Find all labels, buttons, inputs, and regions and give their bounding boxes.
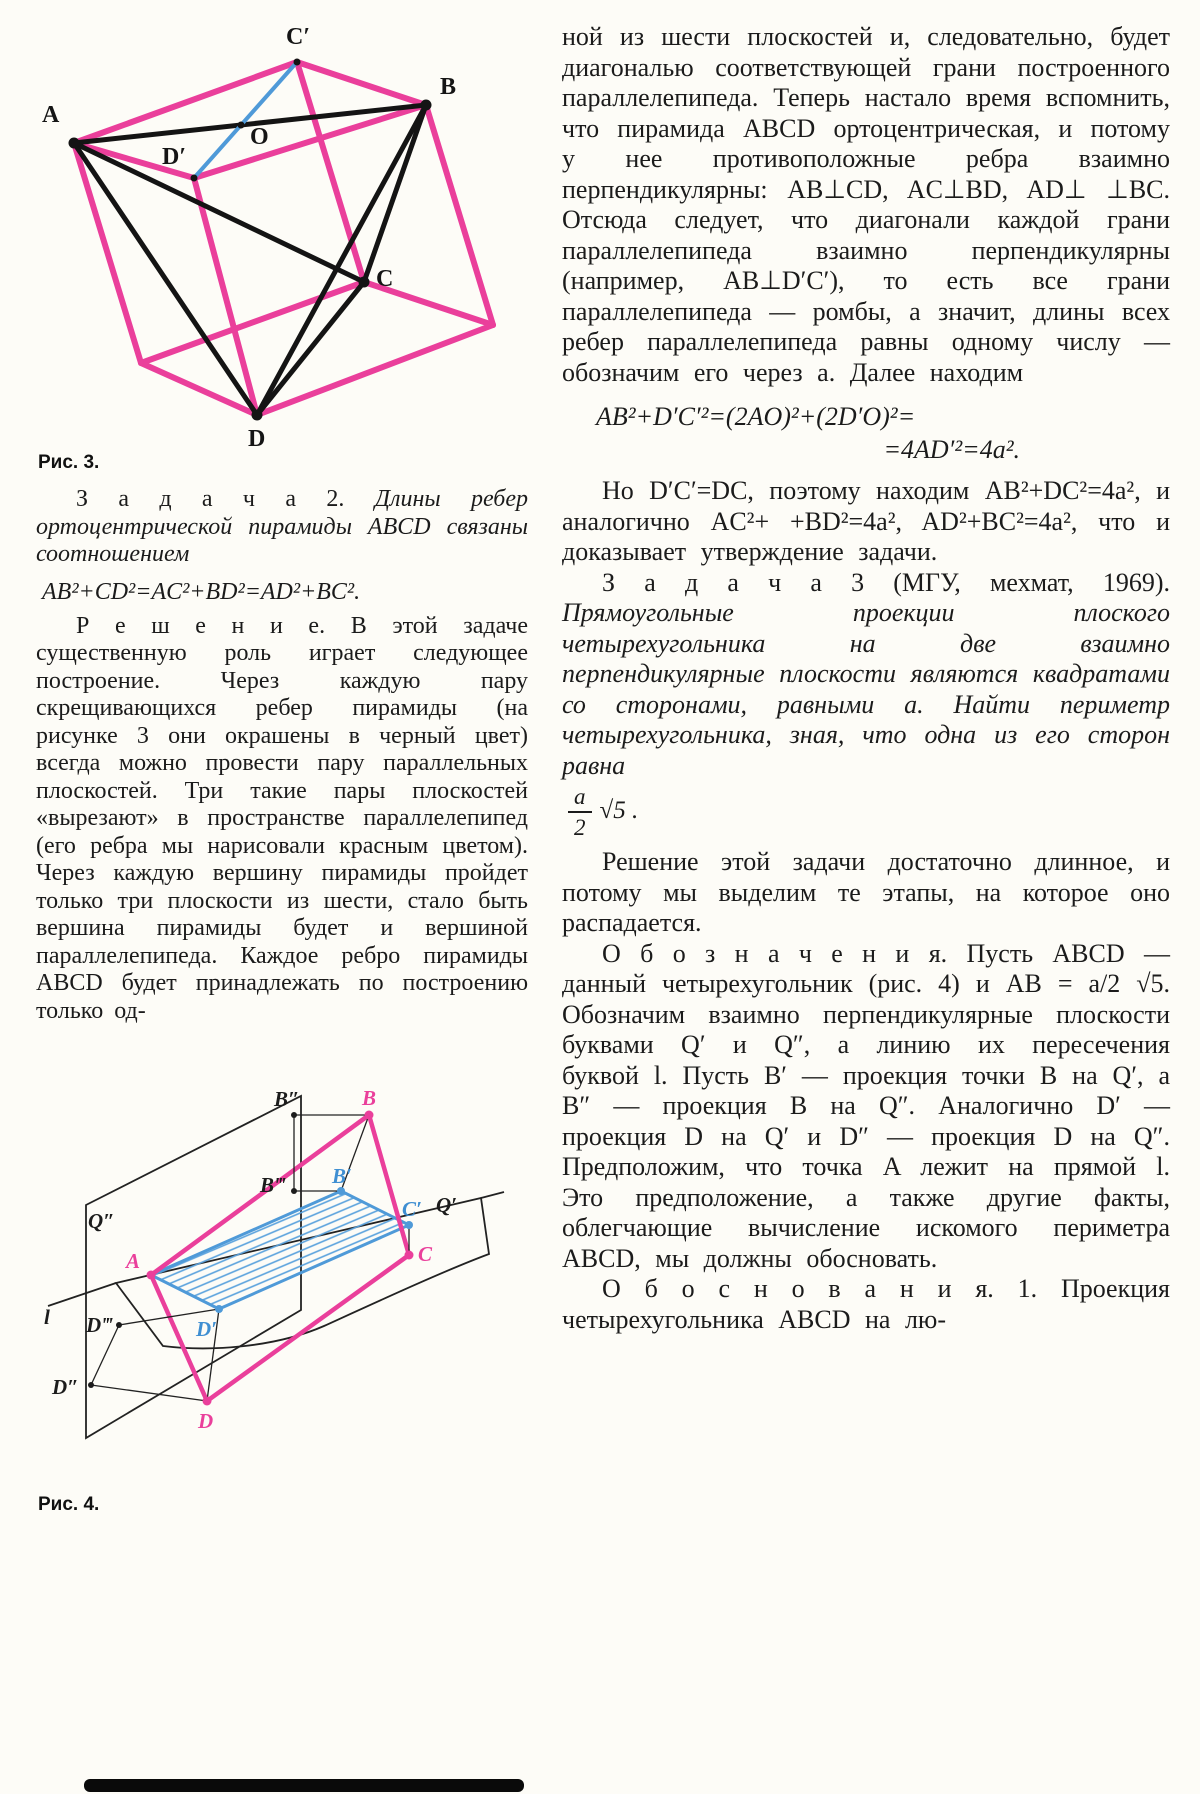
- figure-4-projections: [36, 1078, 528, 1478]
- figure-3-caption: Рис. 3.: [38, 452, 100, 473]
- fig4-projection-parallelogram: [151, 1191, 409, 1309]
- solution-lead: Р е ш е н и е.: [76, 612, 326, 639]
- paragraph-notation: [562, 939, 1170, 1275]
- scan-artifact-bar: [84, 1779, 524, 1792]
- task3-fraction: [562, 785, 1170, 839]
- display-formula-line1: AB²+D′C′²=(2AO)²+(2D′O)²=: [596, 402, 916, 431]
- task2-formula: AB²+CD²=AC²+BD²=AD²+BC².: [42, 578, 361, 605]
- task3-paragraph: [562, 568, 1170, 782]
- paragraph-continuation: ной из шести плоскостей и, следовательно, будет диагональю соответствующей грани построенного параллелепипеда. Теперь настало время вспомнить, что пирамида ABCD ортоцентрическая, и потому у нее противоположные ребра взаимно перпендикулярны: AB⊥CD, AC⊥BD, AD⊥ ⊥BC. Отсюда следует, что диагонали каждой грани параллелепипеда взаимно перпендикулярны (например, AB⊥D′C′), то есть все грани параллелепипеда — ромбы, а значит, длины всех ребер параллелепипеда равны одному числу — обозначим его через a. Далее находим: [562, 22, 1170, 387]
- paragraph-conclusion: Но D′C′=DC, поэтому находим AB²+DC²=4a², и аналогично AC²+ +BD²=4a², AD²+BC²=4a², что и доказывает утверждение задачи.: [562, 476, 1170, 566]
- fig3-label-o: O: [250, 124, 269, 150]
- task3-statement: Прямоугольные проекции плоского четырехугольника на две взаимно перпендикулярные плоскости являются квадратами со сторонами, равными a. Найти периметр четырехугольника, зная, что одна из его сторон равна: [562, 598, 1170, 780]
- figure-3-parallelepiped: [36, 12, 528, 457]
- fig4-label-c-prime: C′: [402, 1197, 422, 1221]
- display-formula-line2: =4AD′²=4a².: [883, 435, 1020, 464]
- task2-lead: З а д а ч а 2.: [76, 486, 345, 512]
- task2-statement: Длины ребер ортоцентрической пирамиды ABCD связаны соотношением: [36, 486, 529, 567]
- fig4-label-c: C: [418, 1242, 433, 1266]
- sqrt-5: √5 .: [599, 796, 639, 824]
- fig3-label-d: D: [248, 426, 266, 452]
- fig3-label-d-prime: D′: [162, 144, 187, 170]
- display-formula: [562, 400, 1170, 466]
- left-column-text: [36, 486, 528, 1025]
- fig4-label-b-2primes: B″: [274, 1087, 300, 1111]
- solution-paragraph: [36, 613, 528, 1026]
- justifications-lead: О б о с н о в а н и я. 1.: [602, 1274, 1038, 1303]
- solution-text: В этой задаче существенную роль играет следующее построение. Через каждую пару скрещивающихся ребер пирамиды (на рисунке 3 они окрашены в черный цвет) всегда можно провести пару параллельных плоскостей. Три такие пары плоскостей «вырезают» в пространстве параллелепипед (его ребра мы нарисовали красным цветом). Через каждую вершину пирамиды пройдет только три плоскости из шести, стало быть вершина пирамиды будет и вершиной параллелепипеда. Каждое ребро пирамиды ABCD будет принадлежать по построению только од-: [36, 612, 528, 1024]
- fig4-label-b-prime: B′: [332, 1164, 352, 1188]
- fig4-label-a: A: [126, 1249, 141, 1273]
- justifications-text: Проекция четырехугольника ABCD на лю-: [562, 1274, 1171, 1334]
- notation-text: Пусть ABCD — данный четырехугольник (рис. 4) и AB = a/2 √5. Обозначим взаимно перпендикулярные плоскости буквами Q′ и Q″, а линию их пересечения буквой l. Пусть B′ — проекция точки B на Q′, а B″ — проекция B на Q″. Аналогично D′ — проекция D на Q′ и D″ — проекция D на Q″. Предположим, что точка A лежит на прямой l. Это предположение, а также другие факты, облегчающие вычисление искомого периметра ABCD, мы должны обосновать.: [562, 938, 1170, 1273]
- fig4-label-d-2primes: D″: [52, 1375, 79, 1399]
- fig4-label-l: l: [44, 1305, 50, 1329]
- task2-paragraph: [36, 486, 528, 569]
- fig4-label-q-2primes: Q″: [88, 1209, 115, 1233]
- figure-4-caption: Рис. 4.: [38, 1494, 100, 1515]
- paragraph-justifications: [562, 1274, 1170, 1335]
- fig4-label-d: D: [198, 1409, 214, 1433]
- fraction-numerator: a: [568, 785, 592, 813]
- right-column: [562, 22, 1170, 1335]
- fig4-label-q-prime: Q′: [436, 1193, 458, 1217]
- paragraph-solution-intro: Решение этой задачи достаточно длинное, и потому мы выделим те этапы, на которое оно распадается.: [562, 847, 1170, 937]
- fig4-label-d-3primes: D‴: [86, 1313, 113, 1337]
- task3-lead: З а д а ч а 3 (МГУ, мехмат, 1969).: [602, 567, 1170, 597]
- fraction-a-over-2: [568, 785, 592, 839]
- fig3-label-c-prime: C′: [286, 24, 311, 50]
- fig3-label-c: C: [376, 266, 394, 292]
- fig4-label-b-3primes: B‴: [260, 1173, 286, 1197]
- fig3-label-a: A: [42, 102, 60, 128]
- fig4-label-d-prime: D′: [196, 1317, 218, 1341]
- fraction-denominator: 2: [574, 815, 586, 840]
- fig3-label-b: B: [440, 74, 457, 100]
- notation-lead: О б о з н а ч е н и я.: [602, 938, 948, 968]
- fig4-label-b: B: [362, 1086, 377, 1110]
